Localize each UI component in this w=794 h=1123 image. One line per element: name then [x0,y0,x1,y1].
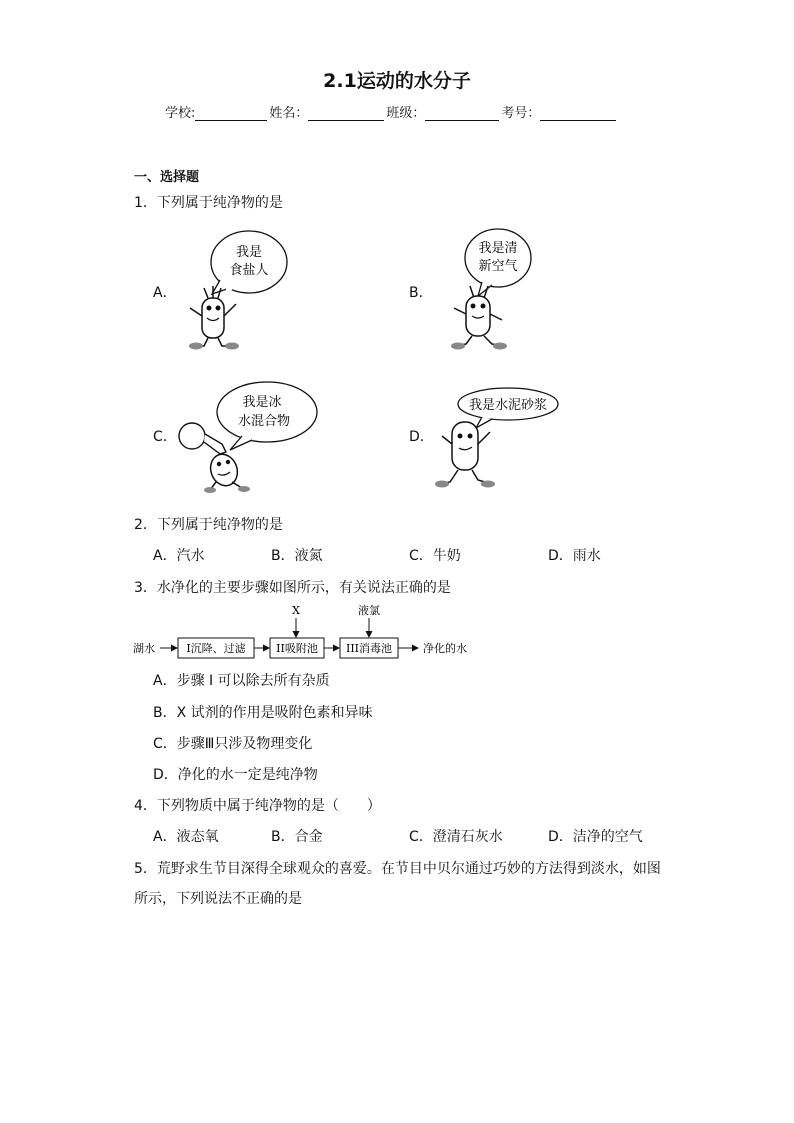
flow-x-label: X [292,604,300,617]
class-blank[interactable] [425,106,499,121]
q1-option-c-cartoon [172,378,322,496]
q4-option-d[interactable]: D．洁净的空气 [548,829,643,845]
school-blank[interactable] [195,106,267,121]
q1-d-bubble-text: 我是水泥砂浆 [468,398,548,413]
q4-option-b[interactable]: B．合金 [271,829,323,845]
number-blank[interactable] [540,106,616,121]
flow-step2-label: II吸附池 [276,642,318,655]
q2-option-c[interactable]: C．牛奶 [409,548,461,564]
q3-option-c[interactable]: C．步骤Ⅲ只涉及物理变化 [153,736,313,752]
flow-chlorine-label: 液氯 [358,604,380,617]
water-purification-flowchart [130,600,480,662]
name-blank[interactable] [308,106,384,121]
q2-option-a[interactable]: A．汽水 [153,548,205,564]
q1-a-bubble-line2: 食盐人 [229,263,269,278]
q1-c-bubble-line1: 我是冰 [242,395,282,410]
class-label: 班级： [386,106,426,121]
page-title: 2.1运动的水分子 [323,70,471,92]
number-label: 考号： [501,106,541,121]
q4-option-a[interactable]: A．液态氧 [153,829,219,845]
q1-option-b-label[interactable]: B． [409,285,433,301]
q1-option-d-cartoon [432,384,562,494]
q2-option-d[interactable]: D．雨水 [548,548,601,564]
q4-option-c[interactable]: C．澄清石灰水 [409,829,503,845]
q5-stem-line1: 5．荒野求生节目深得全球观众的喜爱。在节目中贝尔通过巧妙的方法得到淡水，如图 [134,861,661,877]
flow-lake-water: 湖水 [133,642,155,655]
q1-option-d-label[interactable]: D． [409,429,434,445]
q1-c-bubble-line2: 水混合物 [237,414,291,429]
flow-clean-water: 净化的水 [423,642,467,655]
q1-option-b-cartoon [440,224,540,354]
q3-option-a[interactable]: A．步骤 I 可以除去所有杂质 [153,673,330,689]
flow-step1-label: I沉降、过滤 [186,642,246,655]
section-heading: 一、选择题 [134,170,200,185]
name-label: 姓名： [269,106,309,121]
q1-option-a-label[interactable]: A． [153,285,177,301]
q2-stem: 2．下列属于纯净物的是 [134,517,283,533]
school-label: 学校: [165,106,196,121]
q1-b-bubble-line2: 新空气 [478,259,518,274]
q1-b-bubble-line1: 我是清 [478,241,518,256]
q4-stem: 4．下列物质中属于纯净物的是（ ） [134,798,381,814]
q3-option-d[interactable]: D．净化的水一定是纯净物 [153,767,318,783]
q1-option-a-cartoon [180,228,290,352]
student-info-line [165,102,618,121]
q1-stem: 1．下列属于纯净物的是 [134,195,283,211]
q3-stem: 3．水净化的主要步骤如图所示，有关说法正确的是 [134,580,451,596]
q1-option-c-label[interactable]: C． [153,429,177,445]
q1-a-bubble-line1: 我是 [235,245,263,260]
q2-option-b[interactable]: B．液氮 [271,548,323,564]
q5-stem-line2: 所示，下列说法不正确的是 [134,891,302,907]
q3-option-b[interactable]: B．X 试剂的作用是吸附色素和异味 [153,705,373,721]
flow-step3-label: III消毒池 [345,642,393,655]
